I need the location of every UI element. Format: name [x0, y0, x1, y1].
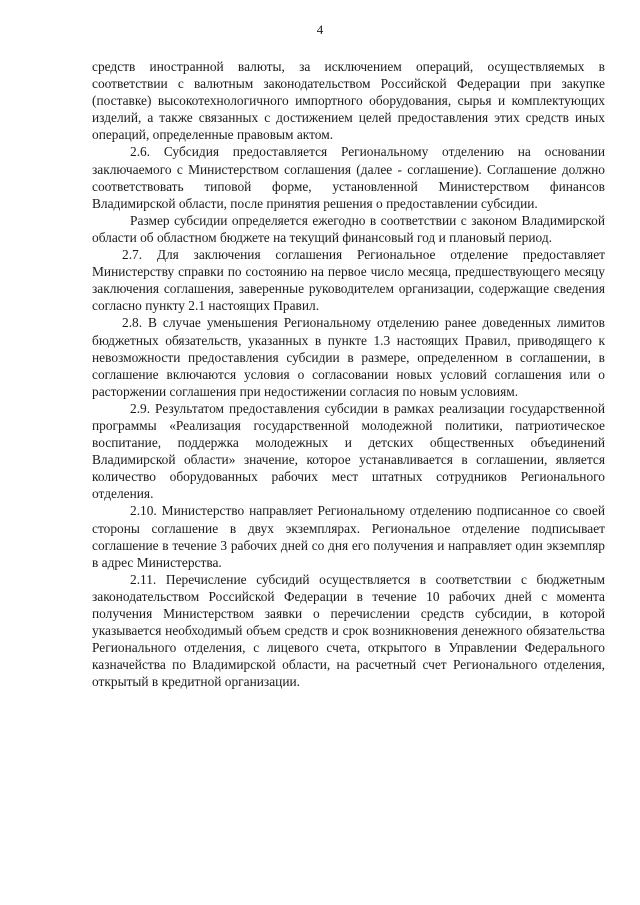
- paragraph-subsidy-size: Размер субсидии определяется ежегодно в соответствии с законом Владимирской области об областном бюджете на текущий финансовый год и плановый период.: [92, 212, 605, 245]
- paragraph-2-9: 2.9. Результатом предоставления субсидии в рамках реализации государственной программы «Реализация государственной молодежной политики, патриотическое воспитание, поддержка молодежных и детских общественных объединений Владимирской области» значение, которое устанавливается в соглашении, является количество оборудованных рабочих мест штатных сотрудников Регионального отделения.: [92, 400, 605, 502]
- document-body: [92, 58, 605, 690]
- paragraph-continuation: средств иностранной валюты, за исключением операций, осуществляемых в соответствии с валютным законодательством Российской Федерации при закупке (поставке) высокотехнологичного импортного оборудования, сырья и комплектующих изделий, а также связанных с достижением целей предоставления этих средств иных операций, определенные правовым актом.: [92, 59, 605, 143]
- paragraph-2-6: 2.6. Субсидия предоставляется Региональному отделению на основании заключаемого с Министерством соглашения (далее - соглашение). Соглашение должно соответствовать типовой форме, установленной Министерством финансов Владимирской области, после принятия решения о предоставлении субсидии.: [92, 144, 605, 211]
- paragraph-2-7: 2.7. Для заключения соглашения Региональное отделение предоставляет Министерству справки по состоянию на первое число месяца, предшествующего месяцу заключения соглашения, заверенные руководителем организации, содержащие сведения согласно пункту 2.1 настоящих Правил.: [92, 247, 605, 314]
- paragraph-2-10: 2.10. Министерство направляет Региональному отделению подписанное со своей стороны соглашение в двух экземплярах. Региональное отделение подписывает соглашение в течение 3 рабочих дней со дня его получения и направляет один экземпляр в адрес Министерства.: [92, 503, 605, 570]
- paragraph-2-11: 2.11. Перечисление субсидий осуществляется в соответствии с бюджетным законодательством Российской Федерации в течение 10 рабочих дней с момента получения Министерством заявки о перечислении средств субсидии, в которой указывается необходимый объем средств и срок возникновения денежного обязательства Регионального отделения, с лицевого счета, открытого в Управлении Федерального казначейства по Владимирской области, на расчетный счет Регионального отделения, открытый в кредитной организации.: [92, 571, 605, 690]
- paragraph-2-8: 2.8. В случае уменьшения Региональному отделению ранее доведенных лимитов бюджетных обязательств, указанных в пункте 1.3 настоящих Правил, приводящего к невозможности предоставления субсидии в размере, определенном в соглашении, в соглашение включаются условия о согласовании новых условий соглашения или о расторжении соглашения при недостижении согласия по новым условиям.: [92, 315, 605, 399]
- page-number: 4: [316, 22, 324, 37]
